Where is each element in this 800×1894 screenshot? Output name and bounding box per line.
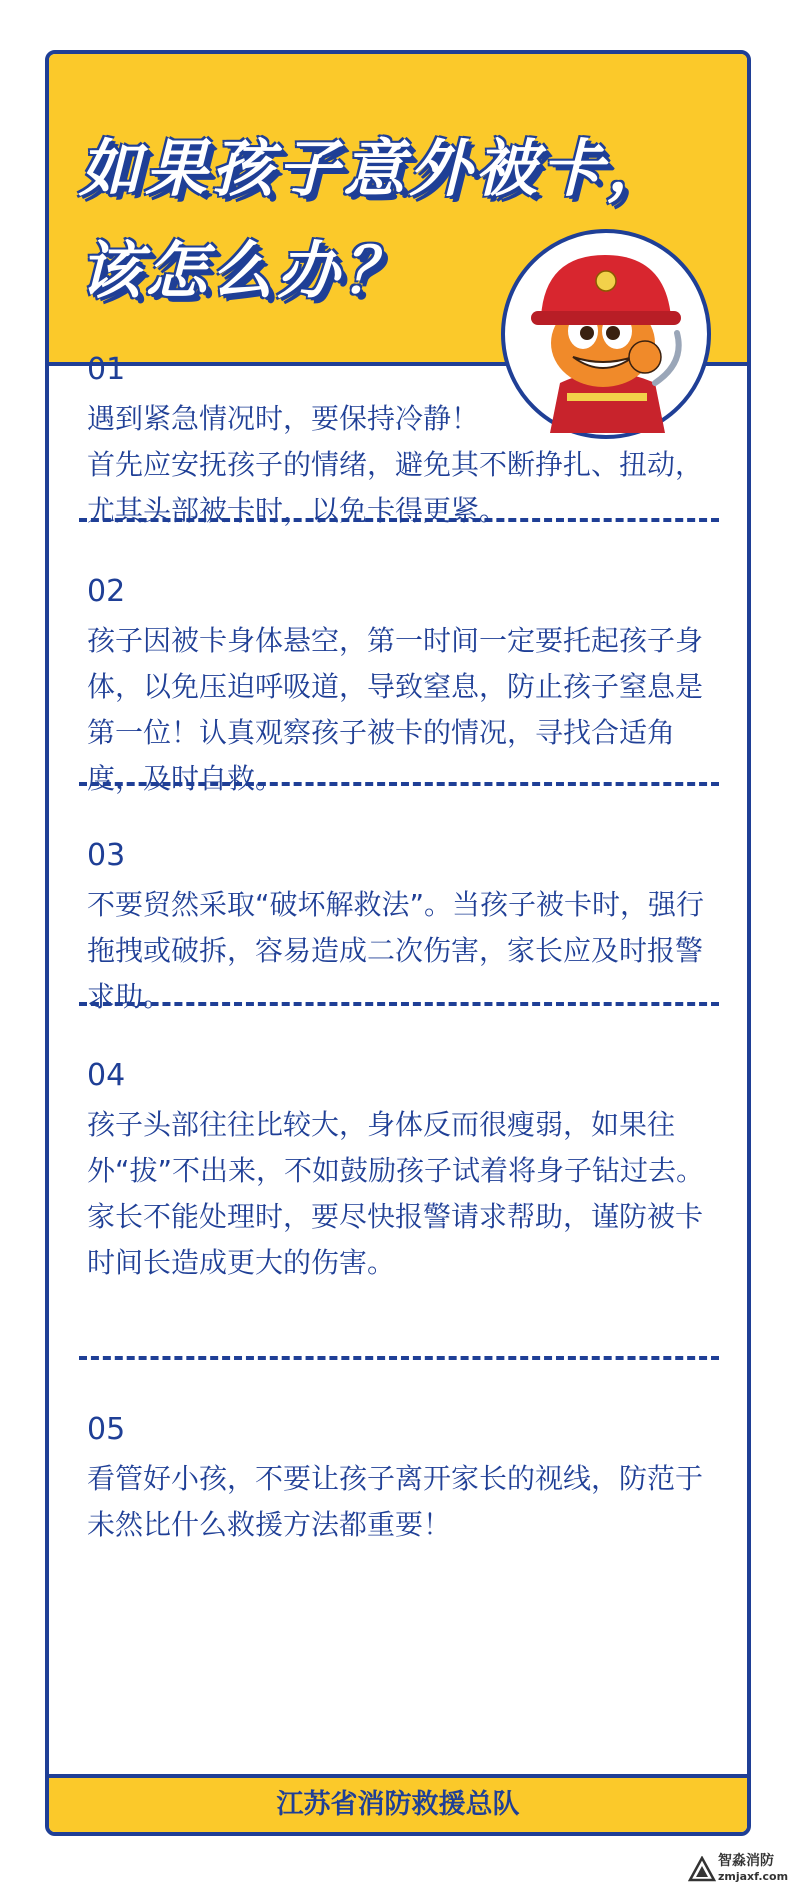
tip-number: 04: [87, 1058, 126, 1093]
title-line-1: 如果孩子意外被卡，: [79, 132, 674, 205]
title-line-2: 该怎么办？: [79, 234, 410, 307]
poster-card: [45, 50, 751, 1836]
tip-number: 02: [87, 574, 126, 609]
tip-text: 不要贸然采取“破坏解救法”。当孩子被卡时，强行拖拽或破拆，容易造成二次伤害，家长应及时报警求助。: [87, 888, 705, 1013]
tip-number: 01: [87, 352, 126, 387]
mascot-helmet-brim: [531, 311, 681, 325]
mascot-left-pupil: [580, 326, 594, 340]
dashed-divider: [79, 1002, 719, 1006]
watermark-logo-icon: [688, 1856, 716, 1884]
tip-text: 孩子因被卡身体悬空，第一时间一定要托起孩子身体，以免压迫呼吸道，导致窒息，防止孩子窒息是第一位！认真观察孩子被卡的情况，寻找合适角度，及时自救。: [87, 624, 704, 795]
watermark-name: 智淼消防: [718, 1853, 774, 1869]
tip-text: 首先应安抚孩子的情绪，避免其不断挣扎、扭动，尤其头部被卡时，以免卡得更紧。: [87, 448, 704, 527]
dashed-divider: [79, 518, 719, 522]
tip-section-04: [87, 1056, 723, 1286]
watermark-site: zmjaxf.com: [718, 1870, 789, 1883]
tip-section-01: [87, 350, 723, 534]
tip-text: 遇到紧急情况时，要保持冷静！: [87, 402, 480, 435]
mascot-helmet-badge: [596, 271, 616, 291]
org-name: 江苏省消防救援总队: [276, 1789, 520, 1820]
tip-section-05: [87, 1410, 723, 1548]
tip-text: 家长不能处理时，要尽快报警请求帮助，谨防被卡时间长造成更大的伤害。: [87, 1200, 704, 1279]
tip-text: 孩子头部往往比较大，身体反而很瘦弱，如果往外“拔”不出来，不如鼓励孩子试着将身子钻过去。: [87, 1108, 705, 1187]
footer-banner: [49, 1774, 747, 1832]
tip-section-02: [87, 572, 723, 802]
watermark: [688, 1852, 788, 1888]
tip-number: 05: [87, 1412, 126, 1447]
tip-section-03: [87, 836, 723, 1020]
dashed-divider: [79, 1356, 719, 1360]
tip-number: 03: [87, 838, 126, 873]
mascot-right-pupil: [606, 326, 620, 340]
tip-text: 看管好小孩，不要让孩子离开家长的视线，防范于未然比什么救援方法都重要！: [87, 1462, 704, 1541]
dashed-divider: [79, 782, 719, 786]
